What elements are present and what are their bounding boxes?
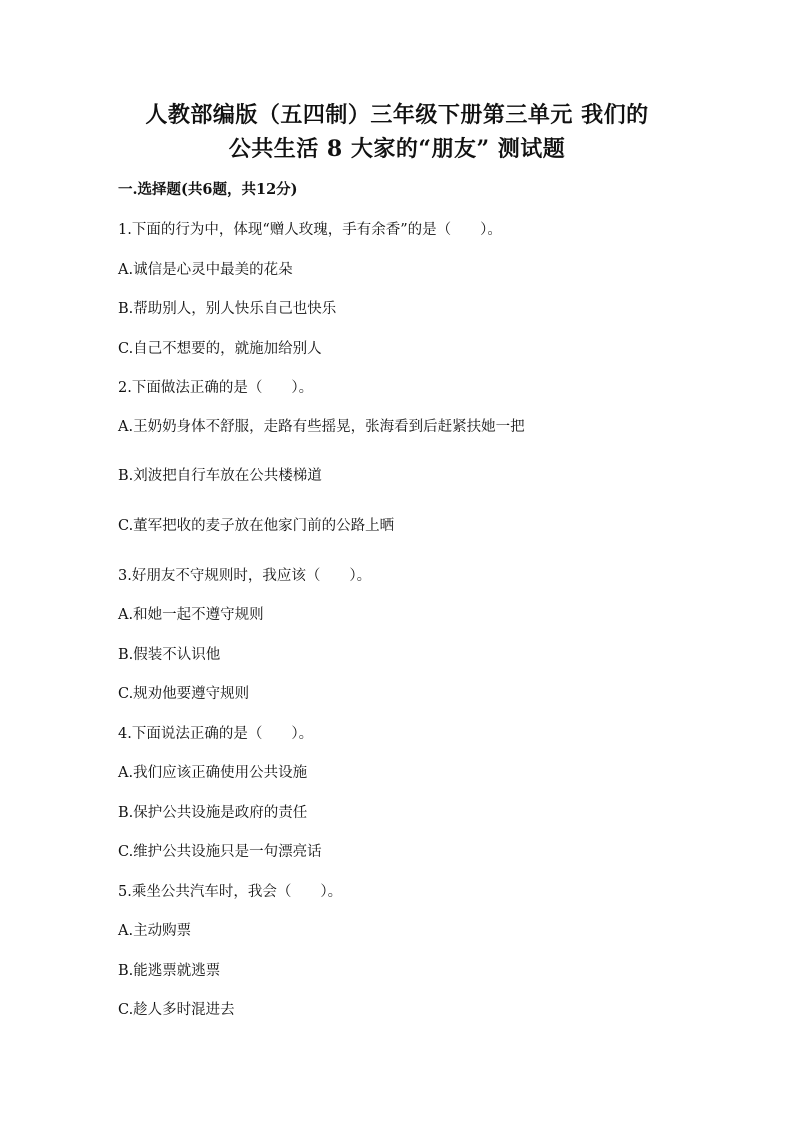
question-2-option-b: B.刘波把自行车放在公共楼梯道: [118, 468, 322, 484]
question-3-option-b: B.假装不认识他: [118, 647, 221, 663]
question-5-option-b: B.能逃票就逃票: [118, 963, 221, 979]
question-4-option-b: B.保护公共设施是政府的责任: [118, 805, 308, 821]
document-title-line-1: 人教部编版（五四制）三年级下册第三单元 我们的: [145, 102, 649, 128]
question-4-option-a: A.我们应该正确使用公共设施: [118, 765, 308, 781]
question-5-stem: 5.乘坐公共汽车时，我会（ ）。: [118, 884, 343, 900]
question-1-option-b: B.帮助别人，别人快乐自己也快乐: [118, 301, 337, 317]
question-3-stem: 3.好朋友不守规则时，我应该（ ）。: [118, 568, 372, 584]
question-4-option-c: C.维护公共设施只是一句漂亮话: [118, 844, 322, 860]
question-2-option-c: C.董军把收的麦子放在他家门前的公路上晒: [118, 518, 395, 534]
question-1-option-a: A.诚信是心灵中最美的花朵: [118, 262, 293, 278]
question-4-stem: 4.下面说法正确的是（ ）。: [118, 726, 314, 742]
question-3-option-c: C.规劝他要遵守规则: [118, 686, 250, 702]
document-title-line-2: 公共生活 8 大家的“朋友” 测试题: [228, 136, 566, 162]
question-1-stem: 1.下面的行为中，体现“赠人玫瑰，手有余香”的是（ ）。: [118, 222, 502, 238]
question-2-option-a: A.王奶奶身体不舒服，走路有些摇晃，张海看到后赶紧扶她一把: [118, 419, 525, 435]
question-1-option-c: C.自己不想要的，就施加给别人: [118, 341, 322, 357]
section-heading: 一.选择题(共6题，共12分): [118, 181, 298, 198]
question-2-stem: 2.下面做法正确的是（ ）。: [118, 380, 314, 396]
question-3-option-a: A.和她一起不遵守规则: [118, 607, 264, 623]
question-5-option-a: A.主动购票: [118, 923, 192, 939]
question-5-option-c: C.趁人多时混进去: [118, 1002, 235, 1018]
